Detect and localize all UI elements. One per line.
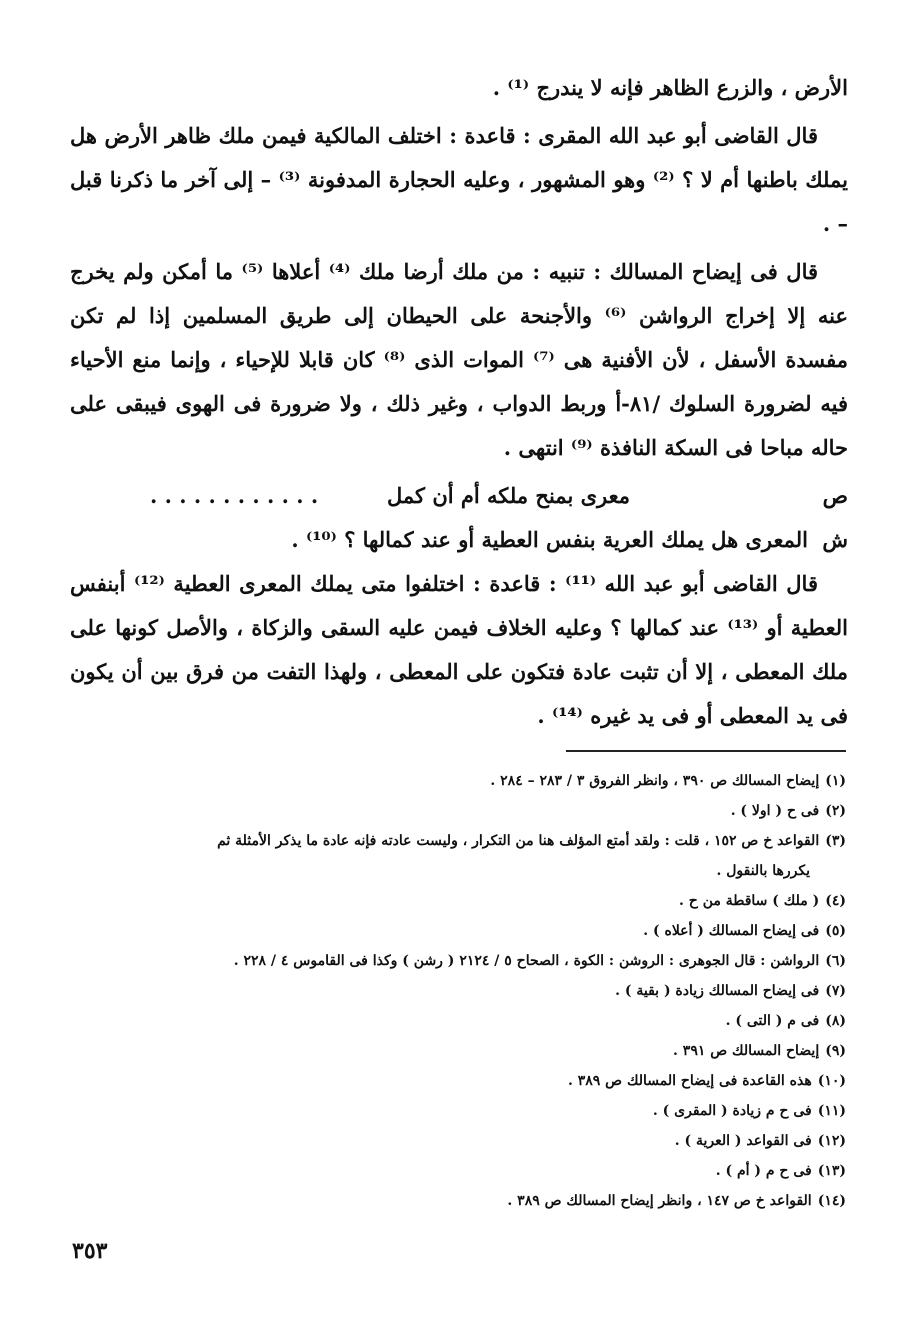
footnote-text: فى م ( التى ) . bbox=[725, 1013, 820, 1029]
footnote-number: (٦) bbox=[825, 953, 846, 969]
sharh-mark: ش bbox=[822, 527, 848, 552]
footnote-text: فى ح م زيادة ( المقرى ) . bbox=[652, 1103, 812, 1119]
footnote-4 bbox=[70, 886, 846, 916]
footnote-text: إيضاح المسالك ص ٣٩٠ ، وانظر الفروق ٣ / ٢٨٣ – ٢٨٤ . bbox=[490, 773, 820, 789]
footnote-1 bbox=[70, 766, 846, 796]
footnote-number: (٢) bbox=[825, 803, 846, 819]
footnote-number: (١٢) bbox=[817, 1133, 846, 1149]
footnote-text: فى ح ( اولا ) . bbox=[730, 803, 820, 819]
footnote-text: فى ح م ( أم ) . bbox=[715, 1163, 812, 1179]
footnote-text: هذه القاعدة فى إيضاح المسالك ص ٣٨٩ . bbox=[567, 1073, 812, 1089]
footnote-text: يكررها بالنقول . bbox=[716, 863, 810, 879]
footnote-14 bbox=[70, 1186, 846, 1216]
sharh-line bbox=[70, 518, 848, 562]
paragraph-1: الأرض ، والزرع الظاهر فإنه لا يندرج ⁽¹⁾ . bbox=[492, 75, 848, 100]
footnote-text: الرواشن : قال الجوهرى : الروشن : الكوة ، الصحاح ٥ / ٢١٢٤ ( رشن ) وكذا فى القاموس ٤ / ٢٢٨ . bbox=[233, 953, 820, 969]
sharh-text: المعرى هل يملك العرية بنفس العطية أو عند كمالها ؟ ⁽¹⁰⁾ . bbox=[291, 527, 808, 552]
footnote-number: (١٠) bbox=[817, 1073, 846, 1089]
footnote-10 bbox=[70, 1066, 846, 1096]
footnote-3 bbox=[70, 826, 846, 856]
footnote-2 bbox=[70, 796, 846, 826]
footnote-13 bbox=[70, 1156, 846, 1186]
footnote-number: (١٣) bbox=[817, 1163, 846, 1179]
footnote-5 bbox=[70, 916, 846, 946]
footnote-separator bbox=[566, 750, 846, 752]
verse-mark: ص bbox=[822, 483, 848, 508]
verse-ellipsis: . . . . . . . . . . . . bbox=[150, 483, 319, 508]
footnote-number: (١١) bbox=[817, 1103, 846, 1119]
footnote-7 bbox=[70, 976, 846, 1006]
footnote-number: (١٤) bbox=[817, 1193, 846, 1209]
footnote-text: إيضاح المسالك ص ٣٩١ . bbox=[673, 1043, 820, 1059]
paragraph-2: قال القاضى أبو عبد الله المقرى : قاعدة : اختلف المالكية فيمن ملك ظاهر الأرض هل يملك باطنها أم لا ؟ ⁽²⁾ وهو المشهور ، وعليه الحجارة المدفونة ⁽³⁾ – إلى آخر ما ذكرنا قبل – . bbox=[70, 123, 848, 236]
footnote-9 bbox=[70, 1036, 846, 1066]
footnote-text: ( ملك ) ساقطة من ح . bbox=[679, 893, 820, 909]
footnote-number: (٥) bbox=[825, 923, 846, 939]
footnote-number: (٤) bbox=[825, 893, 846, 909]
footnotes bbox=[70, 766, 846, 1216]
footnote-12 bbox=[70, 1126, 846, 1156]
footnote-6 bbox=[70, 946, 846, 976]
footnote-number: (٣) bbox=[825, 833, 846, 849]
footnote-text: فى إيضاح المسالك زيادة ( بقية ) . bbox=[615, 983, 820, 999]
main-text bbox=[70, 66, 848, 742]
footnote-number: (٧) bbox=[825, 983, 846, 999]
footnote-number: (٨) bbox=[825, 1013, 846, 1029]
page-number: ٣٥٣ bbox=[72, 1238, 108, 1264]
verse-text: معرى بمنح ملكه أم أن كمل bbox=[386, 483, 630, 508]
paragraph-3: قال فى إيضاح المسالك : تنبيه : من ملك أرضا ملك ⁽⁴⁾ أعلاها ⁽⁵⁾ ما أمكن ولم يخرج عنه إلا إخراج الرواشن ⁽⁶⁾ والأجنحة على الحيطان إلى طريق المسلمين إذا لم تكن مفسدة الأسفل ، لأن الأفنية هى ⁽⁷⁾ الموات الذى ⁽⁸⁾ كان قابلا للإحياء ، وإنما منع الأحياء فيه لضرورة السلوك /٨١-أ وربط الدواب ، وغير ذلك ، ولا ضرورة فى الهوى فيبقى على حاله مباحا فى السكة النافذة ⁽⁹⁾ انتهى . bbox=[70, 259, 849, 460]
footnote-11 bbox=[70, 1096, 846, 1126]
footnote-text: فى القواعد ( العرية ) . bbox=[674, 1133, 812, 1149]
paragraph-4: قال القاضى أبو عبد الله ⁽¹¹⁾ : قاعدة : اختلفوا متى يملك المعرى العطية ⁽¹²⁾ أبنفس العطية أو ⁽¹³⁾ عند كمالها ؟ وعليه الخلاف فيمن عليه السقى والزكاة ، والأصل كونها على ملك المعطى ، إلا أن تثبت عادة فتكون على المعطى ، ولهذا التفت من فرق بين أن يكون فى يد المعطى أو فى يد غيره ⁽¹⁴⁾ . bbox=[70, 571, 848, 728]
footnote-text: فى إيضاح المسالك ( أعلاه ) . bbox=[643, 923, 820, 939]
footnote-number: (١) bbox=[825, 773, 846, 789]
footnote-text: القواعد خ ص ١٤٧ ، وانظر إيضاح المسالك ص ٣٨٩ . bbox=[507, 1193, 812, 1209]
footnote-text: القواعد خ ص ١٥٢ ، قلت : ولقد أمتع المؤلف هنا من التكرار ، وليست عادته فإنه عادة ما يذكر الأمثلة ثم bbox=[217, 833, 820, 849]
footnote-8 bbox=[70, 1006, 846, 1036]
verse-line bbox=[70, 474, 848, 518]
footnote-number: (٩) bbox=[825, 1043, 846, 1059]
footnote-3-continuation bbox=[70, 856, 846, 886]
